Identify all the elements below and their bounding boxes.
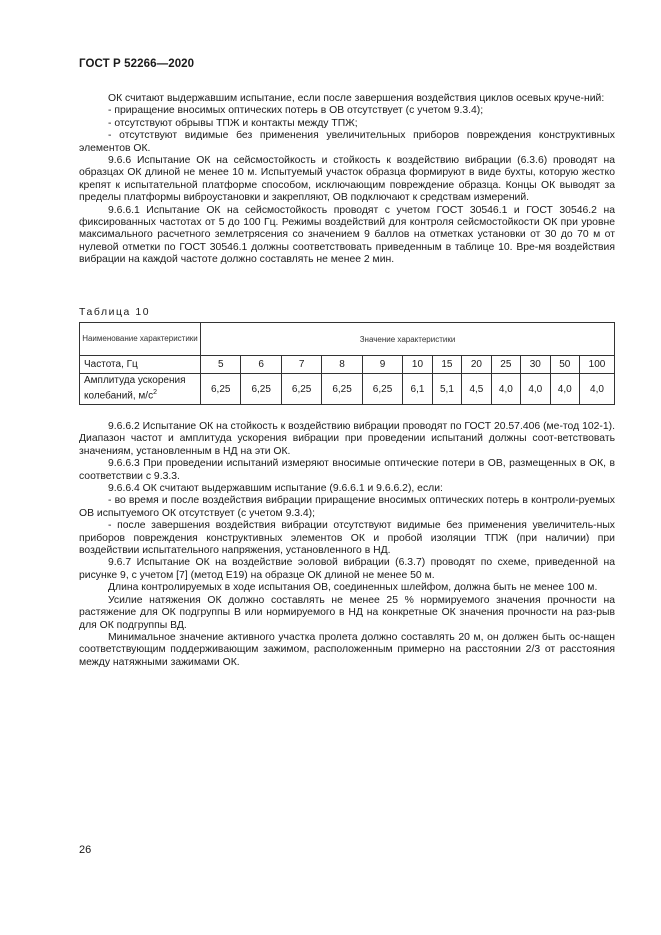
amplitude-cell: 4,0 [579,374,614,405]
table-row-amplitude [80,374,615,405]
paragraph: 9.6.6.1 Испытание ОК на сейсмостойкость проводят с учетом ГОСТ 30546.1 и ГОСТ 30546.2 на фиксированных частотах от 5 до 100 Гц. Режимы воздействий для контроля сейсмостойкости ОК при уровне максимального расчетного землетрясения со значением 9 баллов на отметках установки от 30 до 70 м от нулевой отметки по ГОСТ 30546.1 должны соответствовать приведенным в таблице 10. Вре-мя воздействия вибрации на каждой частоте должно составлять не менее 2 мин. [79,204,615,266]
amplitude-unit-superscript: 2 [153,389,157,397]
frequency-cell: 30 [521,356,550,374]
frequency-cell: 6 [241,356,281,374]
frequency-cell: 10 [403,356,432,374]
text-block-bottom [79,421,615,669]
list-item: - отсутствуют обрывы ТПЖ и контакты между ТПЖ; [108,117,358,129]
paragraph: Минимальное значение активного участка пролета должно составлять 20 м, он должен быть ос-нащен соответствующим поддерживающим зажимом, расположенным примерно на расстоянии 2/3 от расстояния между натяжными зажимами ОК. [79,631,615,668]
amplitude-cell: 6,25 [241,374,281,405]
amplitude-cell: 4,0 [550,374,579,405]
paragraph: ОК считают выдержавшим испытание, если после завершения воздействия циклов осевых круче-ний: [108,93,605,104]
frequency-cell: 15 [432,356,461,374]
amplitude-cell: 6,25 [362,374,402,405]
table-row-frequency [80,356,615,374]
amplitude-cell: 4,5 [462,374,491,405]
paragraph: 9.6.7 Испытание ОК на воздействие эоловой вибрации (6.3.7) проводят по схеме, приведенной на рисунке 9, с учетом [7] (метод Е19) на образце ОК длиной не менее 50 м. [79,557,615,581]
frequency-cell: 100 [579,356,614,374]
header-value-cell: Значение характеристики [201,323,615,356]
amplitude-label-text: Амплитуда ускорения колебаний, м/с [84,375,186,402]
paragraph: 9.6.6.2 Испытание ОК на стойкость к воздействию вибрации проводят по ГОСТ 20.57.406 (ме-тод 102-1). Диапазон частот и амплитуда ускорения вибрации при проведении испытаний должны соот-ветствовать значениям, установленным в НД на эти ОК. [79,421,615,457]
document-header: ГОСТ Р 52266—2020 [79,58,195,70]
table-header-row [80,323,615,356]
header-label-cell: Наименование характеристики [80,323,201,356]
amplitude-cell: 6,25 [322,374,362,405]
frequency-cell: 5 [201,356,241,374]
amplitude-label [80,374,201,405]
frequency-cell: 50 [550,356,579,374]
text-block-top [79,93,615,267]
amplitude-cell: 6,25 [281,374,321,405]
paragraph: 9.6.6.3 При проведении испытаний измеряют вносимые оптические потери в ОВ, размещенных в ОК, в соответствии с 9.3.3. [79,458,615,482]
frequency-cell: 9 [362,356,402,374]
paragraph: Усилие натяжения ОК должно составлять не менее 25 % нормируемого значения прочности на растяжение для ОК подгруппы В или нормируемого в НД на конкретные ОК значения прочности на раз-рыв для ОК подгруппы ВД. [79,594,615,631]
amplitude-cell: 5,1 [432,374,461,405]
table-10 [79,322,615,405]
list-item: - во время и после воздействия вибрации приращение вносимых оптических потерь в контроли-руемых ОВ испытуемого ОК отсутствует (с учетом 9.3.4); [79,495,615,519]
amplitude-cell: 4,0 [521,374,550,405]
table-caption: Таблица 10 [79,307,151,318]
paragraph: 9.6.6 Испытание ОК на сейсмостойкость и стойкость к воздействию вибрации (6.3.6) проводят на образцах ОК длиной не менее 10 м. Испытуемый участок образца формируют в виде бухты, которую жестко крепят к испытательной платформе способом, исключающим повреждение образца. Концы ОК выводят за пределы платформы виброустановки и закрепляют, ОВ подключают к средствам измерений. [79,155,615,204]
page-number: 26 [79,844,92,856]
amplitude-cell: 6,1 [403,374,432,405]
frequency-cell: 20 [462,356,491,374]
frequency-cell: 7 [281,356,321,374]
frequency-cell: 25 [491,356,520,374]
list-item: - приращение вносимых оптических потерь в ОВ отсутствует (с учетом 9.3.4); [108,105,484,117]
amplitude-cell: 6,25 [201,374,241,405]
list-item: - после завершения воздействия вибрации отсутствуют видимые без применения увеличитель-ных приборов повреждения конструктивных элементов ОК и пробой изоляции ТПЖ (при наличии) при воздействии испытательного напряжения, установленного в НД. [79,520,615,557]
frequency-cell: 8 [322,356,362,374]
paragraph: 9.6.6.4 ОК считают выдержавшим испытание (9.6.6.1 и 9.6.6.2), если: [108,483,443,495]
list-item: - отсутствуют видимые без применения увеличительных приборов повреждения конструктивных элементов ОК. [79,130,615,154]
paragraph: Длина контролируемых в ходе испытания ОВ, соединенных шлейфом, должна быть не менее 100 м. [108,582,598,594]
amplitude-cell: 4,0 [491,374,520,405]
frequency-label: Частота, Гц [80,356,201,374]
